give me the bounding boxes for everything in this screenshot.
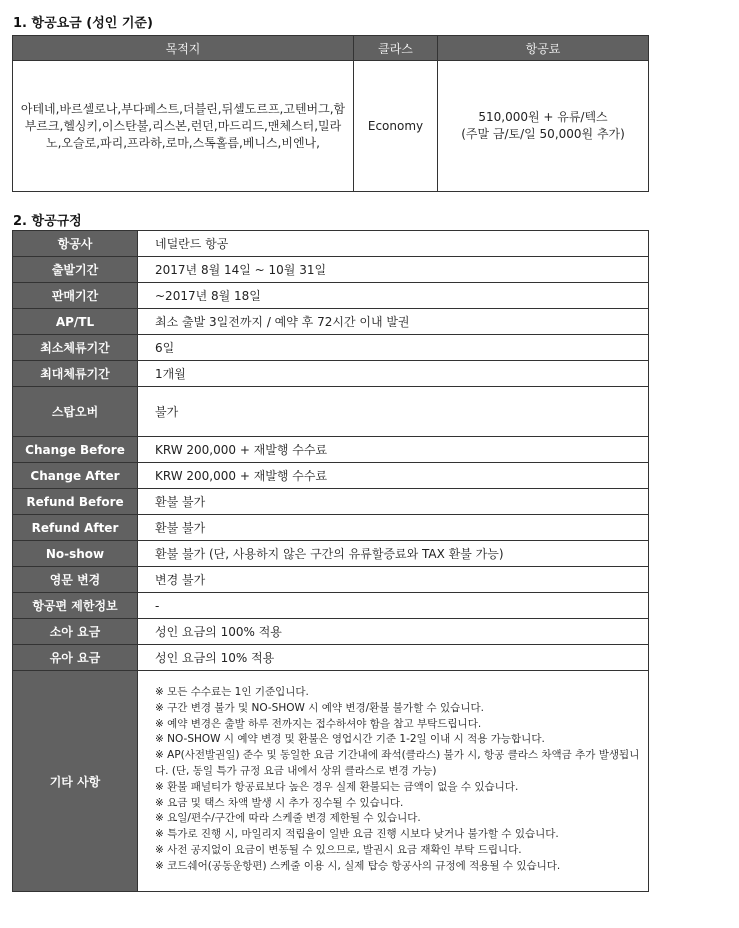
stopover-value: 불가: [138, 387, 649, 437]
class-cell: Economy: [354, 61, 438, 192]
min-stay-value: 6일: [138, 335, 649, 361]
fare-price: 510,000원 + 유류/텍스: [478, 110, 608, 124]
airline-label: 항공사: [13, 231, 138, 257]
rules-row: [13, 489, 649, 515]
rules-row: [13, 593, 649, 619]
airline-value: 네덜란드 항공: [138, 231, 649, 257]
rules-row: [13, 387, 649, 437]
flight-restriction-label: 항공편 제한정보: [13, 593, 138, 619]
note-item: ※ 모든 수수료는 1인 기준입니다.: [155, 686, 309, 698]
no-show-label: No-show: [13, 541, 138, 567]
note-item: ※ 환불 패널티가 항공료보다 높은 경우 실제 환불되는 금액이 없을 수 있습니다.: [155, 780, 519, 793]
max-stay-value: 1개월: [138, 361, 649, 387]
rules-row: [13, 437, 649, 463]
child-fare-value: 성인 요금의 100% 적용: [138, 619, 649, 645]
refund-before-label: Refund Before: [13, 489, 138, 515]
note-item: ※ NO-SHOW 시 예약 변경 및 환불은 영업시간 기준 1-2일 이내 시 적용 가능합니다.: [155, 733, 545, 746]
note-item: ※ 특가로 진행 시, 마일리지 적립율이 일반 요금 진행 시보다 낮거나 불가할 수 있습니다.: [155, 828, 559, 841]
rules-row: [13, 645, 649, 671]
no-show-value: 환불 불가 (단, 사용하지 않은 구간의 유류할증료와 TAX 환불 가능): [138, 541, 649, 567]
max-stay-label: 최대체류기간: [13, 361, 138, 387]
fare-section-title: 1. 항공요금 (성인 기준): [13, 16, 153, 31]
change-before-value: KRW 200,000 + 재발행 수수료: [138, 437, 649, 463]
fare-header: 항공료: [438, 36, 649, 61]
fare-table: [12, 35, 649, 192]
fare-table-header: [13, 36, 649, 61]
sales-period-value: ~2017년 8월 18일: [138, 283, 649, 309]
rules-row: [13, 567, 649, 593]
destination-header: 목적지: [13, 36, 354, 61]
rules-row: [13, 283, 649, 309]
rules-table: [12, 230, 649, 892]
min-stay-label: 최소체류기간: [13, 335, 138, 361]
refund-before-value: 환불 불가: [138, 489, 649, 515]
fare-row: [13, 61, 649, 192]
rules-section-title: 2. 항공규정: [13, 214, 82, 229]
rules-row: [13, 619, 649, 645]
note-item: ※ 요금 및 택스 차액 발생 시 추가 징수될 수 있습니다.: [155, 796, 404, 809]
note-item: ※ 코드쉐어(공동운항편) 스케줄 이용 시, 실제 탑승 항공사의 규정에 적용될 수 있습니다.: [155, 859, 561, 872]
sales-period-label: 판매기간: [13, 283, 138, 309]
note-item: ※ 요일/편수/구간에 따라 스케줄 변경 제한될 수 있습니다.: [155, 812, 421, 825]
notes-cell: [138, 671, 649, 892]
rules-row: [13, 541, 649, 567]
rules-row: [13, 231, 649, 257]
departure-period-value: 2017년 8월 14일 ~ 10월 31일: [138, 257, 649, 283]
name-change-value: 변경 불가: [138, 567, 649, 593]
rules-row: [13, 361, 649, 387]
destination-cell: 아테네,바르셀로나,부다페스트,더블린,뒤셀도르프,고텐버그,함부르크,헬싱키,이스탄불,리스본,런던,마드리드,맨체스터,밀라노,오슬로,파리,프라하,로마,스톡홀름,베니스,비엔나,: [13, 61, 354, 192]
rules-row: [13, 257, 649, 283]
departure-period-label: 출발기간: [13, 257, 138, 283]
notes-row: [13, 671, 649, 892]
note-item: ※ 사전 공지없이 요금이 변동될 수 있으므로, 발권시 요금 재확인 부탁 드립니다.: [155, 843, 522, 856]
fare-cell: [438, 61, 649, 192]
stopover-label: 스탑오버: [13, 387, 138, 437]
note-item: ※ 예약 변경은 출발 하루 전까지는 접수하셔야 함을 참고 부탁드립니다.: [155, 717, 482, 730]
rules-row: [13, 515, 649, 541]
change-before-label: Change Before: [13, 437, 138, 463]
flight-restriction-value: -: [138, 593, 649, 619]
refund-after-value: 환불 불가: [138, 515, 649, 541]
name-change-label: 영문 변경: [13, 567, 138, 593]
ap-tl-label: AP/TL: [13, 309, 138, 335]
rules-row: [13, 309, 649, 335]
ap-tl-value: 최소 출발 3일전까지 / 예약 후 72시간 이내 발권: [138, 309, 649, 335]
rules-row: [13, 463, 649, 489]
refund-after-label: Refund After: [13, 515, 138, 541]
change-after-value: KRW 200,000 + 재발행 수수료: [138, 463, 649, 489]
infant-fare-label: 유아 요금: [13, 645, 138, 671]
fare-weekend-surcharge: (주말 금/토/일 50,000원 추가): [461, 127, 625, 141]
infant-fare-value: 성인 요금의 10% 적용: [138, 645, 649, 671]
note-item: ※ 구간 변경 불가 및 NO-SHOW 시 예약 변경/환불 불가할 수 있습니다.: [155, 701, 484, 714]
note-item: ※ AP(사전발권일) 준수 및 동일한 요금 기간내에 좌석(클라스) 불가 시, 항공 클라스 차액금 추가 발생됩니다. (단, 동일 특가 규정 요금 내에서 상위 클라스로 변경 가능): [155, 749, 640, 777]
change-after-label: Change After: [13, 463, 138, 489]
notes-label: 기타 사항: [13, 671, 138, 892]
class-header: 클라스: [354, 36, 438, 61]
child-fare-label: 소아 요금: [13, 619, 138, 645]
rules-row: [13, 335, 649, 361]
